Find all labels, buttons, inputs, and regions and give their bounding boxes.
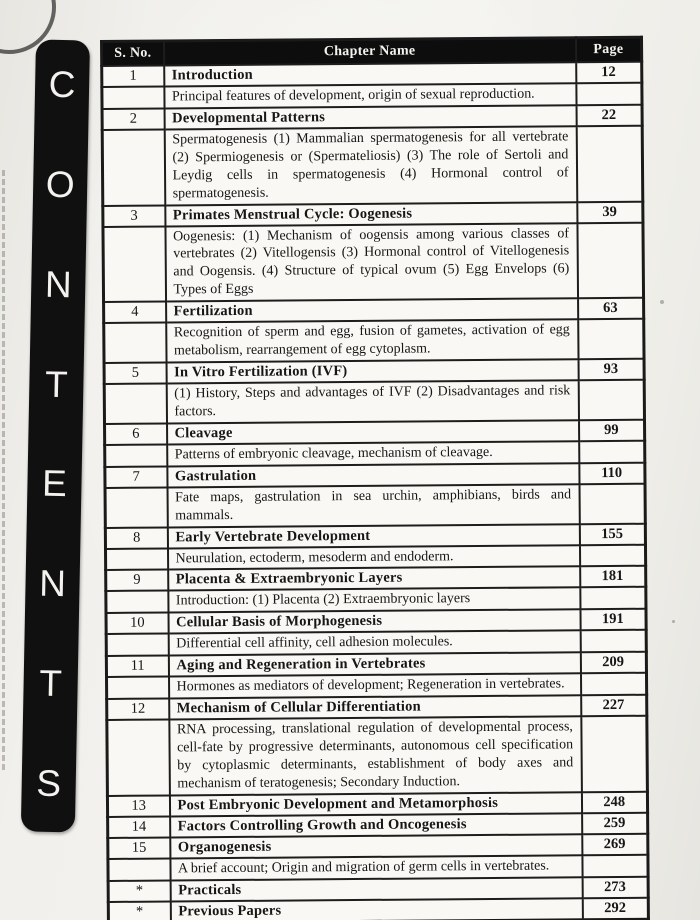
chapter-description: Oogenesis: (1) Mechanism of oogensis among various classes of vertebrates (2) Vitellogensis (3) Hormonal control of Vitellogenesis and Oogensis. (4) Structure of typical ovum (5) Egg Envelops (6) Types of Eggs (165, 223, 578, 302)
chapter-title: Cellular Basis of Morphogenesis (168, 610, 580, 634)
contents-letter: C (48, 63, 76, 106)
empty-cell (576, 126, 643, 202)
chapter-title: Gastrulation (167, 463, 579, 487)
empty-cell (107, 677, 169, 699)
contents-letter: N (38, 562, 67, 605)
empty-cell (105, 548, 167, 570)
chapter-number: 14 (108, 816, 170, 837)
chapter-description: A brief account; Origin and migration of germ cells in vertebrates. (170, 855, 582, 880)
empty-cell (103, 226, 166, 302)
contents-letter: E (41, 463, 68, 505)
empty-cell (106, 634, 168, 656)
chapter-page-number: 292 (582, 897, 648, 919)
chapter-number: 2 (102, 108, 164, 129)
chapter-page-number: 155 (579, 523, 645, 545)
empty-cell (105, 444, 167, 466)
chapter-page-number: 63 (578, 298, 644, 320)
empty-cell (578, 380, 644, 420)
chapter-page-number: 209 (580, 652, 646, 674)
chapter-title-row (108, 897, 648, 920)
col-header-page: Page (575, 37, 641, 62)
empty-cell (580, 587, 646, 609)
chapter-title: Developmental Patterns (164, 105, 576, 129)
chapter-number: * (108, 880, 170, 901)
chapter-number: 9 (106, 570, 168, 591)
chapter-description: Introduction: (1) Placenta (2) Extraembryonic layers (168, 588, 580, 613)
chapter-number: 5 (104, 362, 166, 383)
chapter-title: Aging and Regeneration in Vertebrates (168, 652, 580, 676)
chapter-description: Neurulation, ectoderm, mesoderm and endoderm. (167, 545, 579, 570)
chapter-number: 15 (108, 837, 170, 858)
chapter-title: Primates Menstrual Cycle: Oogenesis (165, 202, 577, 226)
chapter-page-number: 22 (576, 105, 642, 127)
chapter-title: Post Embryonic Development and Metamorphosis (169, 792, 581, 816)
chapter-description: Spermatogenesis (1) Mammalian spermatogenesis for all vertebrate (2) Spermiogenesis or (Spermateliosis) (3) The role of Sertoli and Leydig cells in spermatogenesis (4) Hormonal control of spermatogenesis. (164, 126, 577, 205)
col-header-sno: S. No. (102, 41, 164, 66)
chapter-page-number: 99 (578, 420, 644, 442)
empty-cell (581, 716, 648, 792)
empty-cell (579, 483, 645, 523)
chapter-description-row (102, 126, 643, 206)
empty-cell (580, 630, 646, 652)
chapter-description: Principal features of development, origin of sexual reproduction. (164, 83, 576, 108)
chapter-title: In Vitro Fertilization (IVF) (166, 359, 578, 383)
chapter-description-row (103, 222, 644, 302)
chapter-description-row (104, 380, 644, 424)
chapter-number: * (108, 901, 170, 920)
empty-cell (576, 83, 642, 105)
contents-letter: T (38, 662, 63, 705)
chapter-description: Fate maps, gastrulation in sea urchin, amphibians, birds and mammals. (167, 484, 579, 527)
contents-letter: N (44, 263, 73, 305)
chapter-title: Cleavage (167, 420, 579, 444)
chapter-page-number: 248 (581, 791, 647, 813)
chapter-title: Early Vertebrate Development (167, 524, 579, 548)
contents-letter: S (35, 762, 62, 805)
chapter-description: Patterns of embryonic cleavage, mechanism of cleavage. (167, 441, 579, 466)
chapter-description-row (104, 319, 644, 363)
chapter-number: 3 (103, 205, 165, 226)
chapter-description: (1) History, Steps and advantages of IVF (2) Disadvantages and risk factors. (166, 380, 578, 423)
chapter-number: 11 (106, 656, 168, 677)
empty-cell (104, 383, 166, 423)
chapter-number: 4 (104, 302, 166, 323)
chapter-number: 13 (107, 795, 169, 816)
chapter-page-number: 12 (576, 62, 642, 84)
chapter-number: 1 (102, 66, 164, 87)
empty-cell (107, 720, 170, 796)
chapter-number: 10 (106, 613, 168, 634)
chapter-title: Organogenesis (170, 834, 582, 858)
empty-cell (577, 222, 644, 298)
empty-cell (579, 441, 645, 463)
empty-cell (106, 591, 168, 613)
scan-speck (672, 620, 675, 623)
chapter-description: Recognition of sperm and egg, fusion of gametes, activation of egg metabolism, rearrangement of egg cytoplasm. (166, 319, 578, 362)
chapter-description: Hormones as mediators of development; Regeneration in vertebrates. (169, 673, 581, 698)
empty-cell (102, 86, 164, 108)
chapter-description: RNA processing, translational regulation of developmental process, cell-fate by progressive determinants, autonomous cell specification by cytoplasmic determinants, establishment of body axes and mechanism of teratogenesis; Secondary Induction. (169, 716, 582, 795)
chapter-page-number: 227 (581, 695, 647, 717)
chapter-number: 7 (105, 466, 167, 487)
chapter-title: Factors Controlling Growth and Oncogenesis (170, 813, 582, 837)
chapter-description: Differential cell affinity, cell adhesion molecules. (168, 631, 580, 656)
chapter-number: 12 (107, 699, 169, 720)
empty-cell (579, 544, 645, 566)
scan-speck (660, 300, 664, 304)
empty-cell (105, 487, 167, 527)
chapter-number: 6 (105, 423, 167, 444)
chapter-title: Placenta & Extraembryonic Layers (168, 567, 580, 591)
chapter-title: Mechanism of Cellular Differentiation (169, 695, 581, 719)
table-body (102, 62, 649, 920)
chapter-page-number: 181 (580, 566, 646, 588)
chapter-title: Previous Papers (170, 898, 582, 920)
contents-letter: T (44, 363, 69, 405)
chapter-description-row (105, 483, 645, 527)
empty-cell (582, 854, 648, 876)
chapter-page-number: 191 (580, 609, 646, 631)
chapter-description-row (107, 716, 648, 796)
chapter-page-number: 273 (582, 876, 648, 898)
empty-cell (104, 323, 166, 363)
chapter-page-number: 269 (582, 833, 648, 855)
chapter-number: 8 (105, 527, 167, 548)
col-header-chapter: Chapter Name (164, 38, 576, 66)
empty-cell (108, 858, 170, 880)
chapter-title: Introduction (164, 62, 576, 86)
empty-cell (578, 319, 644, 359)
contents-banner (21, 39, 90, 832)
chapter-page-number: 93 (578, 359, 644, 381)
empty-cell (102, 129, 165, 205)
contents-letter: O (45, 163, 76, 206)
chapter-title: Practicals (170, 877, 582, 901)
empty-cell (580, 673, 646, 695)
chapter-page-number: 39 (577, 201, 643, 223)
chapter-title: Fertilization (166, 298, 578, 322)
chapter-page-number: 110 (579, 462, 645, 484)
contents-table (100, 36, 650, 920)
scan-edge-shadow (2, 170, 5, 770)
chapter-page-number: 259 (582, 812, 648, 834)
